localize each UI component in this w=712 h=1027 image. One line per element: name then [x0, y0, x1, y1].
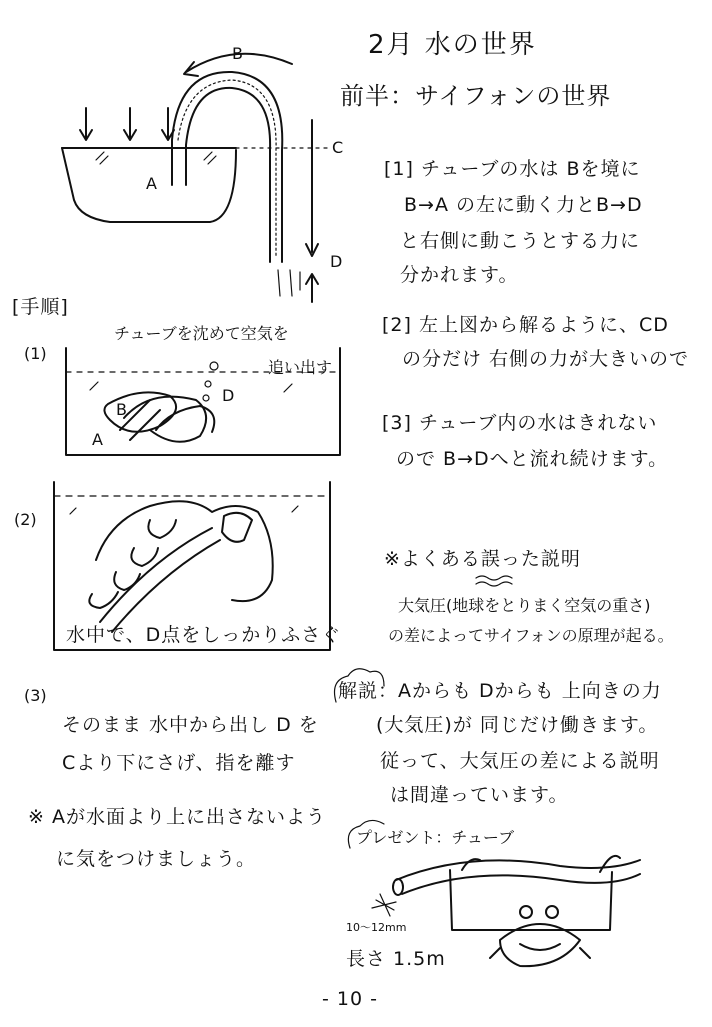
step-1-number: (1) [24, 344, 47, 363]
note-line-2: に気をつけましょう。 [56, 848, 257, 870]
explanation-1-line-3: と右側に動こうとする力に [400, 230, 641, 252]
explanation-3-line-2: ので B→Dへと流れ続けます。 [396, 448, 669, 470]
misconception-line-1: 大気圧(地球をとりまく空気の重さ) [398, 596, 651, 615]
step-2-number: (2) [14, 510, 37, 529]
diagram-label-a: A [146, 174, 157, 193]
squiggle-underline [476, 576, 512, 580]
page-title: 2月 水の世界 [368, 30, 537, 60]
procedure-heading: [手順] [12, 296, 69, 318]
page-subtitle: 前半：サイフォンの世界 [340, 82, 612, 110]
step-3-line-1: そのまま 水中から出し D を [62, 714, 319, 736]
explanation-2-line-2: の分だけ 右側の力が大きいので [402, 348, 690, 370]
diagram-label-c: C [332, 138, 344, 157]
step-1-label-b: B [116, 400, 127, 419]
tube-sketch-outer [396, 860, 640, 880]
present-label: プレゼント：チューブ [356, 828, 515, 847]
commentary-line-1: 解説：Aからも Dからも 上向きの力 [338, 680, 662, 702]
misconception-heading: ※よくある誤った説明 [384, 548, 581, 570]
diagram-label-b: B [232, 44, 243, 63]
explanation-3-line-1: [3] チューブ内の水はきれない [382, 412, 658, 434]
explanation-1-line-4: 分かれます。 [400, 264, 519, 286]
note-line-1: ※ Aが水面より上に出さないよう [28, 806, 326, 828]
misconception-line-2: の差によってサイフォンの原理が起る。 [388, 626, 674, 645]
step-2-caption: 水中で、D点をしっかりふさぐ [66, 624, 342, 646]
siphon-diagram [62, 54, 330, 302]
tube-diameter: 10〜12mm [346, 921, 407, 934]
page-number: - 10 - [322, 988, 378, 1010]
siphon-tube-outer [172, 72, 282, 262]
step-1-label-a: A [92, 430, 103, 449]
siphon-tube-inner [186, 88, 270, 262]
step-3-line-2: Cより下にさげ、指を離す [62, 752, 296, 774]
step-3-number: (3) [24, 686, 47, 705]
step-1-label-d: D [222, 386, 235, 405]
explanation-1-line-1: [1] チューブの水は Bを境に [384, 158, 641, 180]
explanation-2-line-1: [2] 左上図から解るように、CD [382, 314, 669, 336]
tube-sketch-inner [402, 874, 640, 894]
step-1-caption-2: 追い出す [268, 358, 333, 377]
commentary-line-4: は間違っています。 [390, 784, 569, 806]
step-1-caption-1: チューブを沈めて空気を [114, 324, 289, 343]
commentary-line-2: (大気圧)が 同じだけ働きます。 [376, 714, 659, 736]
tube-length: 長さ 1.5m [346, 948, 446, 970]
explanation-1-line-2: B→A の左に動く力とB→D [404, 194, 643, 216]
diagram-label-d: D [330, 252, 343, 271]
commentary-line-3: 従って、大気圧の差による説明 [380, 750, 660, 772]
